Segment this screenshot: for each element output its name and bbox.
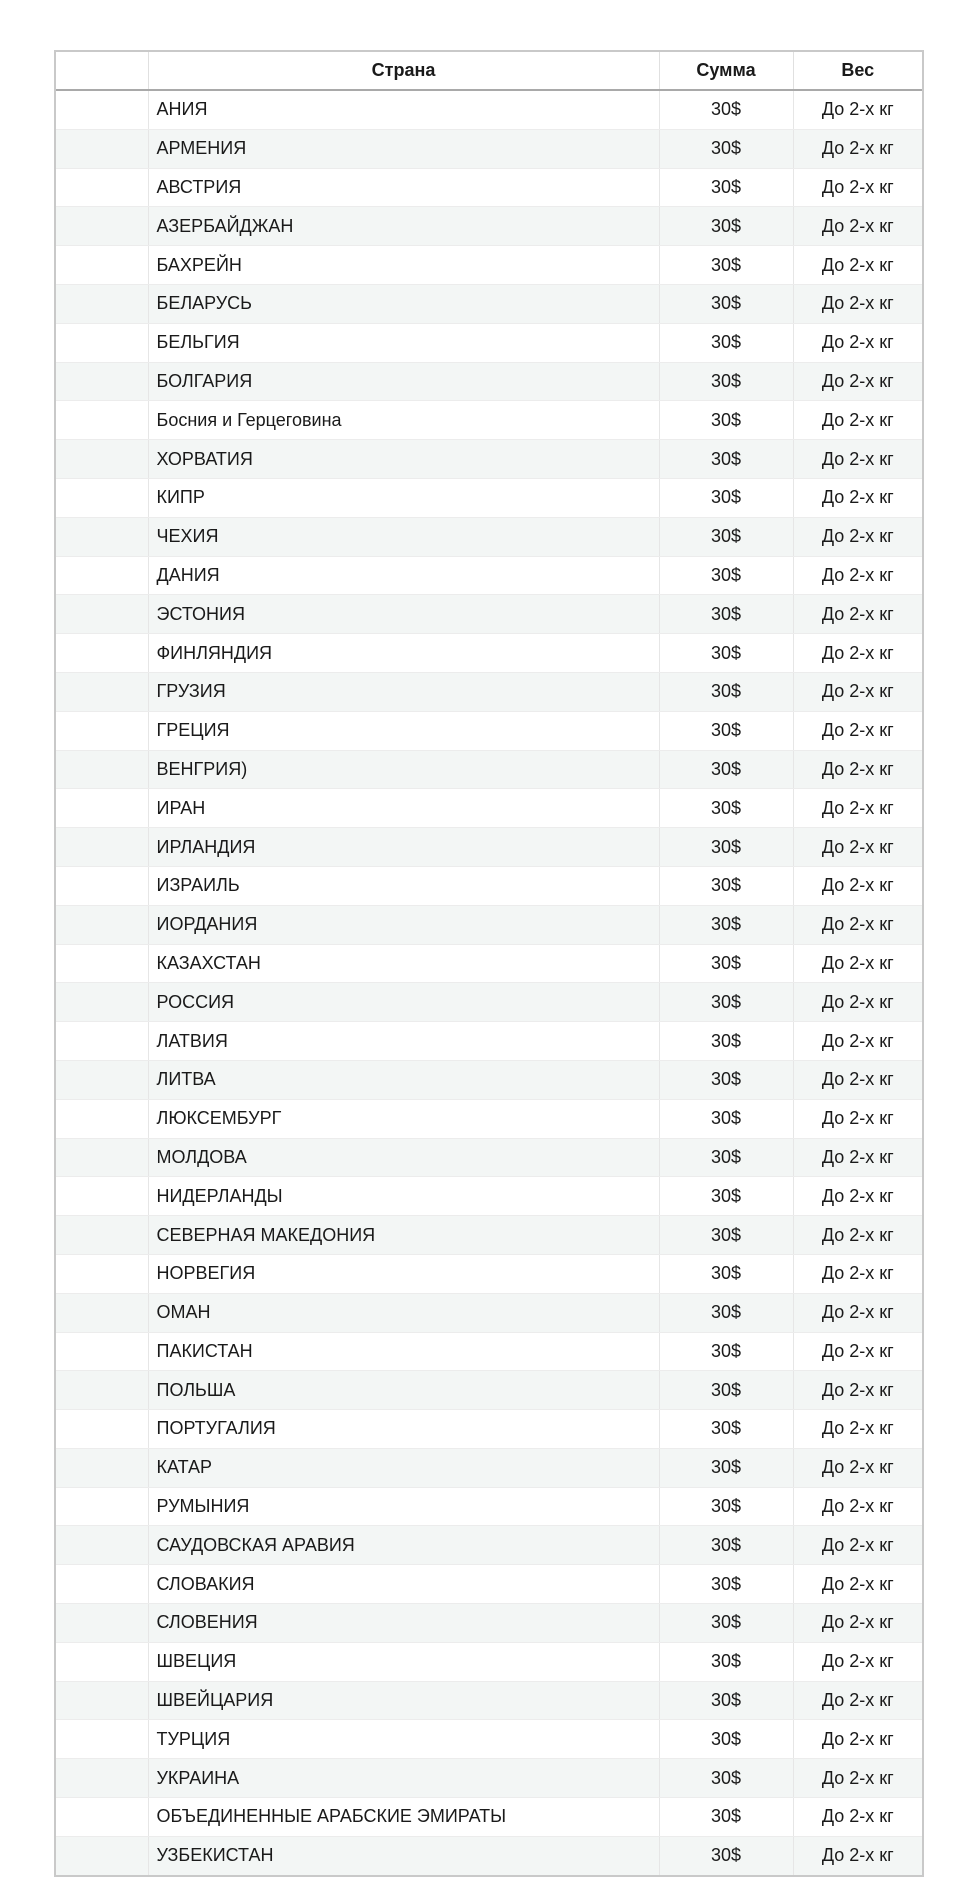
- weight-cell: До 2-х кг: [793, 440, 922, 479]
- country-cell: НОРВЕГИЯ: [148, 1254, 659, 1293]
- row-number-cell: [56, 944, 148, 983]
- row-number-cell: [56, 323, 148, 362]
- country-cell: ЛЮКСЕМБУРГ: [148, 1099, 659, 1138]
- weight-cell: До 2-х кг: [793, 1642, 922, 1681]
- country-cell: ИРЛАНДИЯ: [148, 828, 659, 867]
- row-number-cell: [56, 595, 148, 634]
- weight-cell: До 2-х кг: [793, 828, 922, 867]
- sum-cell: 30$: [659, 90, 793, 129]
- table-row: [56, 1759, 922, 1798]
- country-cell: УКРАИНА: [148, 1759, 659, 1798]
- row-number-cell: [56, 478, 148, 517]
- country-cell: ФИНЛЯНДИЯ: [148, 634, 659, 673]
- header-country: Страна: [148, 52, 659, 90]
- row-number-cell: [56, 1642, 148, 1681]
- country-cell: СЕВЕРНАЯ МАКЕДОНИЯ: [148, 1216, 659, 1255]
- table-row: [56, 168, 922, 207]
- weight-cell: До 2-х кг: [793, 711, 922, 750]
- country-cell: СЛОВАКИЯ: [148, 1565, 659, 1604]
- sum-cell: 30$: [659, 478, 793, 517]
- sum-cell: 30$: [659, 634, 793, 673]
- weight-cell: До 2-х кг: [793, 1759, 922, 1798]
- row-number-cell: [56, 1138, 148, 1177]
- weight-cell: До 2-х кг: [793, 750, 922, 789]
- sum-cell: 30$: [659, 1565, 793, 1604]
- weight-cell: До 2-х кг: [793, 1293, 922, 1332]
- table-row: [56, 866, 922, 905]
- table-row: [56, 1371, 922, 1410]
- row-number-cell: [56, 672, 148, 711]
- table-row: [56, 1410, 922, 1449]
- sum-cell: 30$: [659, 1099, 793, 1138]
- country-cell: ПОРТУГАЛИЯ: [148, 1410, 659, 1449]
- sum-cell: 30$: [659, 1293, 793, 1332]
- sum-cell: 30$: [659, 1798, 793, 1837]
- weight-cell: До 2-х кг: [793, 246, 922, 285]
- country-cell: БЕЛАРУСЬ: [148, 284, 659, 323]
- country-cell: БЕЛЬГИЯ: [148, 323, 659, 362]
- table-row: [56, 478, 922, 517]
- country-cell: ДАНИЯ: [148, 556, 659, 595]
- row-number-cell: [56, 1410, 148, 1449]
- sum-cell: 30$: [659, 1060, 793, 1099]
- row-number-cell: [56, 1487, 148, 1526]
- country-cell: ЛИТВА: [148, 1060, 659, 1099]
- table-body: [56, 90, 922, 1875]
- row-number-cell: [56, 905, 148, 944]
- row-number-cell: [56, 1798, 148, 1837]
- table-row: [56, 1526, 922, 1565]
- country-cell: РОССИЯ: [148, 983, 659, 1022]
- sum-cell: 30$: [659, 1487, 793, 1526]
- weight-cell: До 2-х кг: [793, 1720, 922, 1759]
- sum-cell: 30$: [659, 362, 793, 401]
- row-number-cell: [56, 1526, 148, 1565]
- row-number-cell: [56, 711, 148, 750]
- table-row: [56, 323, 922, 362]
- weight-cell: До 2-х кг: [793, 1254, 922, 1293]
- header-number: [56, 52, 148, 90]
- table-row: [56, 789, 922, 828]
- weight-cell: До 2-х кг: [793, 866, 922, 905]
- sum-cell: 30$: [659, 711, 793, 750]
- weight-cell: До 2-х кг: [793, 672, 922, 711]
- sum-cell: 30$: [659, 207, 793, 246]
- row-number-cell: [56, 1836, 148, 1874]
- row-number-cell: [56, 246, 148, 285]
- country-cell: РУМЫНИЯ: [148, 1487, 659, 1526]
- country-cell: ШВЕЙЦАРИЯ: [148, 1681, 659, 1720]
- weight-cell: До 2-х кг: [793, 1060, 922, 1099]
- country-cell: АРМЕНИЯ: [148, 129, 659, 168]
- table-row: [56, 1293, 922, 1332]
- sum-cell: 30$: [659, 440, 793, 479]
- table-row: [56, 1332, 922, 1371]
- row-number-cell: [56, 1604, 148, 1643]
- weight-cell: До 2-х кг: [793, 595, 922, 634]
- row-number-cell: [56, 789, 148, 828]
- weight-cell: До 2-х кг: [793, 284, 922, 323]
- table-row: [56, 207, 922, 246]
- sum-cell: 30$: [659, 284, 793, 323]
- weight-cell: До 2-х кг: [793, 517, 922, 556]
- row-number-cell: [56, 362, 148, 401]
- table-row: [56, 595, 922, 634]
- country-cell: КАЗАХСТАН: [148, 944, 659, 983]
- table-row: [56, 711, 922, 750]
- row-number-cell: [56, 90, 148, 129]
- country-cell: ОБЪЕДИНЕННЫЕ АРАБСКИЕ ЭМИРАТЫ: [148, 1798, 659, 1837]
- country-cell: ГРЕЦИЯ: [148, 711, 659, 750]
- table-row: [56, 1681, 922, 1720]
- weight-cell: До 2-х кг: [793, 1177, 922, 1216]
- table-row: [56, 1836, 922, 1874]
- weight-cell: До 2-х кг: [793, 1099, 922, 1138]
- sum-cell: 30$: [659, 1371, 793, 1410]
- weight-cell: До 2-х кг: [793, 1487, 922, 1526]
- sum-cell: 30$: [659, 1216, 793, 1255]
- country-cell: ВЕНГРИЯ): [148, 750, 659, 789]
- country-cell: АВСТРИЯ: [148, 168, 659, 207]
- row-number-cell: [56, 1293, 148, 1332]
- weight-cell: До 2-х кг: [793, 168, 922, 207]
- sum-cell: 30$: [659, 1138, 793, 1177]
- table-row: [56, 1254, 922, 1293]
- table-row: [56, 1138, 922, 1177]
- weight-cell: До 2-х кг: [793, 1138, 922, 1177]
- table-row: [56, 1720, 922, 1759]
- country-cell: ОМАН: [148, 1293, 659, 1332]
- sum-cell: 30$: [659, 168, 793, 207]
- row-number-cell: [56, 1099, 148, 1138]
- sum-cell: 30$: [659, 828, 793, 867]
- weight-cell: До 2-х кг: [793, 1565, 922, 1604]
- row-number-cell: [56, 1216, 148, 1255]
- weight-cell: До 2-х кг: [793, 905, 922, 944]
- table-row: [56, 1060, 922, 1099]
- country-cell: ПОЛЬША: [148, 1371, 659, 1410]
- row-number-cell: [56, 440, 148, 479]
- table-row: [56, 1177, 922, 1216]
- table-row: [56, 129, 922, 168]
- weight-cell: До 2-х кг: [793, 944, 922, 983]
- table-row: [56, 944, 922, 983]
- sum-cell: 30$: [659, 556, 793, 595]
- country-cell: Босния и Герцеговина: [148, 401, 659, 440]
- country-cell: ПАКИСТАН: [148, 1332, 659, 1371]
- row-number-cell: [56, 828, 148, 867]
- table-row: [56, 1565, 922, 1604]
- table-row: [56, 905, 922, 944]
- row-number-cell: [56, 1332, 148, 1371]
- weight-cell: До 2-х кг: [793, 1332, 922, 1371]
- weight-cell: До 2-х кг: [793, 1216, 922, 1255]
- sum-cell: 30$: [659, 1526, 793, 1565]
- table-row: [56, 983, 922, 1022]
- country-cell: БАХРЕЙН: [148, 246, 659, 285]
- country-cell: ИЗРАИЛЬ: [148, 866, 659, 905]
- row-number-cell: [56, 1720, 148, 1759]
- country-cell: ИРАН: [148, 789, 659, 828]
- sum-cell: 30$: [659, 866, 793, 905]
- row-number-cell: [56, 1448, 148, 1487]
- country-cell: САУДОВСКАЯ АРАВИЯ: [148, 1526, 659, 1565]
- row-number-cell: [56, 1022, 148, 1061]
- weight-cell: До 2-х кг: [793, 1410, 922, 1449]
- sum-cell: 30$: [659, 1177, 793, 1216]
- weight-cell: До 2-х кг: [793, 129, 922, 168]
- table-row: [56, 1642, 922, 1681]
- country-cell: ХОРВАТИЯ: [148, 440, 659, 479]
- weight-cell: До 2-х кг: [793, 478, 922, 517]
- sum-cell: 30$: [659, 905, 793, 944]
- sum-cell: 30$: [659, 517, 793, 556]
- sum-cell: 30$: [659, 595, 793, 634]
- weight-cell: До 2-х кг: [793, 90, 922, 129]
- header-weight: Вес: [793, 52, 922, 90]
- weight-cell: До 2-х кг: [793, 323, 922, 362]
- country-cell: ИОРДАНИЯ: [148, 905, 659, 944]
- sum-cell: 30$: [659, 1448, 793, 1487]
- row-number-cell: [56, 866, 148, 905]
- sum-cell: 30$: [659, 1720, 793, 1759]
- table-header: [56, 52, 922, 90]
- row-number-cell: [56, 1565, 148, 1604]
- row-number-cell: [56, 401, 148, 440]
- country-cell: СЛОВЕНИЯ: [148, 1604, 659, 1643]
- table-row: [56, 828, 922, 867]
- table-row: [56, 750, 922, 789]
- weight-cell: До 2-х кг: [793, 1798, 922, 1837]
- table-row: [56, 362, 922, 401]
- table-row: [56, 401, 922, 440]
- country-cell: ЧЕХИЯ: [148, 517, 659, 556]
- row-number-cell: [56, 1371, 148, 1410]
- table-row: [56, 1487, 922, 1526]
- row-number-cell: [56, 284, 148, 323]
- sum-cell: 30$: [659, 1022, 793, 1061]
- sum-cell: 30$: [659, 1642, 793, 1681]
- sum-cell: 30$: [659, 323, 793, 362]
- sum-cell: 30$: [659, 983, 793, 1022]
- weight-cell: До 2-х кг: [793, 1371, 922, 1410]
- row-number-cell: [56, 1177, 148, 1216]
- weight-cell: До 2-х кг: [793, 1526, 922, 1565]
- sum-cell: 30$: [659, 246, 793, 285]
- weight-cell: До 2-х кг: [793, 207, 922, 246]
- row-number-cell: [56, 1759, 148, 1798]
- country-cell: КИПР: [148, 478, 659, 517]
- table-row: [56, 672, 922, 711]
- row-number-cell: [56, 634, 148, 673]
- weight-cell: До 2-х кг: [793, 1836, 922, 1874]
- table-row: [56, 517, 922, 556]
- sum-cell: 30$: [659, 1604, 793, 1643]
- sum-cell: 30$: [659, 750, 793, 789]
- weight-cell: До 2-х кг: [793, 789, 922, 828]
- sum-cell: 30$: [659, 789, 793, 828]
- table-row: [56, 284, 922, 323]
- weight-cell: До 2-х кг: [793, 1604, 922, 1643]
- weight-cell: До 2-х кг: [793, 401, 922, 440]
- row-number-cell: [56, 556, 148, 595]
- table-row: [56, 556, 922, 595]
- sum-cell: 30$: [659, 1332, 793, 1371]
- sum-cell: 30$: [659, 401, 793, 440]
- shipping-rates-table: [56, 52, 922, 1875]
- country-cell: ГРУЗИЯ: [148, 672, 659, 711]
- table-row: [56, 1216, 922, 1255]
- table-row: [56, 1448, 922, 1487]
- table-row: [56, 1798, 922, 1837]
- sum-cell: 30$: [659, 1410, 793, 1449]
- weight-cell: До 2-х кг: [793, 634, 922, 673]
- country-cell: ЛАТВИЯ: [148, 1022, 659, 1061]
- shipping-rates-table-container: [54, 50, 924, 1877]
- table-row: [56, 634, 922, 673]
- sum-cell: 30$: [659, 672, 793, 711]
- weight-cell: До 2-х кг: [793, 1448, 922, 1487]
- table-row: [56, 1099, 922, 1138]
- weight-cell: До 2-х кг: [793, 1681, 922, 1720]
- country-cell: ТУРЦИЯ: [148, 1720, 659, 1759]
- table-row: [56, 90, 922, 129]
- country-cell: ШВЕЦИЯ: [148, 1642, 659, 1681]
- row-number-cell: [56, 207, 148, 246]
- row-number-cell: [56, 129, 148, 168]
- country-cell: МОЛДОВА: [148, 1138, 659, 1177]
- weight-cell: До 2-х кг: [793, 1022, 922, 1061]
- header-row: [56, 52, 922, 90]
- row-number-cell: [56, 517, 148, 556]
- table-row: [56, 440, 922, 479]
- table-row: [56, 1022, 922, 1061]
- sum-cell: 30$: [659, 944, 793, 983]
- weight-cell: До 2-х кг: [793, 362, 922, 401]
- country-cell: АЗЕРБАЙДЖАН: [148, 207, 659, 246]
- sum-cell: 30$: [659, 129, 793, 168]
- row-number-cell: [56, 750, 148, 789]
- table-row: [56, 246, 922, 285]
- country-cell: НИДЕРЛАНДЫ: [148, 1177, 659, 1216]
- row-number-cell: [56, 168, 148, 207]
- weight-cell: До 2-х кг: [793, 983, 922, 1022]
- header-sum: Сумма: [659, 52, 793, 90]
- sum-cell: 30$: [659, 1681, 793, 1720]
- table-row: [56, 1604, 922, 1643]
- sum-cell: 30$: [659, 1836, 793, 1874]
- weight-cell: До 2-х кг: [793, 556, 922, 595]
- country-cell: БОЛГАРИЯ: [148, 362, 659, 401]
- row-number-cell: [56, 983, 148, 1022]
- country-cell: ЭСТОНИЯ: [148, 595, 659, 634]
- sum-cell: 30$: [659, 1759, 793, 1798]
- row-number-cell: [56, 1254, 148, 1293]
- country-cell: КАТАР: [148, 1448, 659, 1487]
- row-number-cell: [56, 1681, 148, 1720]
- country-cell: АНИЯ: [148, 90, 659, 129]
- country-cell: УЗБЕКИСТАН: [148, 1836, 659, 1874]
- sum-cell: 30$: [659, 1254, 793, 1293]
- row-number-cell: [56, 1060, 148, 1099]
